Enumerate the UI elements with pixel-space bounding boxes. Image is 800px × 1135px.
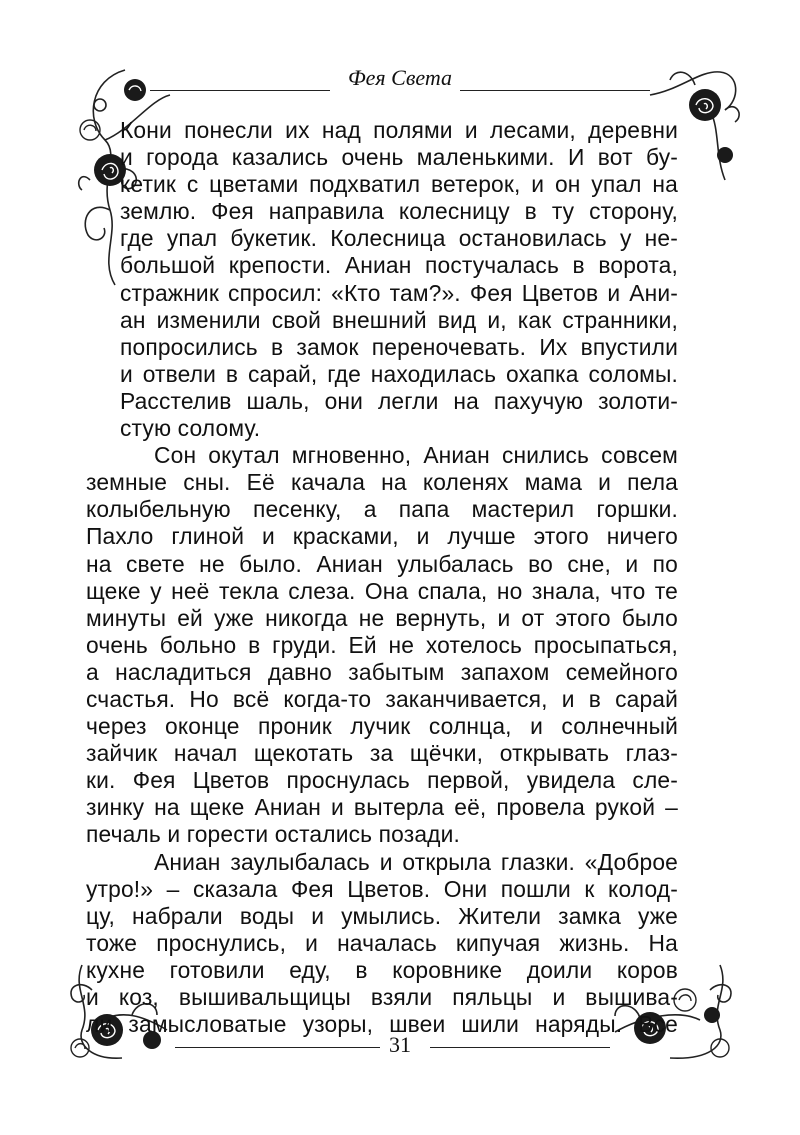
text-line: кухне готовили еду, в коровнике доили коров	[86, 956, 678, 983]
text-line: Расстелив шаль, они легли на пахучую золоти-	[120, 387, 678, 414]
text-line: и города казались очень маленькими. И вот бу-	[120, 144, 678, 171]
text-line: землю. Фея направила колесницу в ту сторону,	[120, 198, 678, 225]
text-line: стражник спросил: «Кто там?». Фея Цветов и Ани-	[120, 279, 678, 306]
running-title: Фея Света	[347, 65, 453, 90]
paragraph	[86, 848, 678, 1039]
text-line: зайчик начал щекотать за щёчки, открывать глаз-	[86, 740, 678, 767]
text-line: где упал букетик. Колесница остановилась у не-	[120, 225, 678, 252]
page-footer	[0, 1032, 800, 1072]
text-line: стую солому.	[120, 415, 261, 442]
text-line: Кони понесли их над полями и лесами, деревни	[120, 117, 678, 143]
paragraph	[120, 117, 678, 442]
text-line: на свете не было. Аниан улыбалась во сне, и по	[86, 550, 678, 577]
text-line: печаль и горести остались позади.	[86, 821, 460, 848]
text-line: счастья. Но всё когда-то заканчивается, и в сарай	[86, 685, 678, 712]
text-line: большой крепости. Аниан постучалась в ворота,	[120, 252, 678, 279]
text-line: земные сны. Её качала на коленях мама и пела	[86, 469, 678, 496]
text-line: минуты ей уже никогда не вернуть, и от этого было	[86, 604, 678, 631]
text-line: а насладиться давно забытым запахом семейного	[86, 658, 678, 685]
text-line: ки. Фея Цветов проснулась первой, увидела сле-	[86, 767, 678, 794]
text-line: и отвели в сарай, где находилась охапка соломы.	[120, 360, 678, 387]
text-line: щеке у неё текла слеза. Она спала, но знала, что те	[86, 577, 678, 604]
text-line: утро!» – сказала Фея Цветов. Они пошли к колод-	[86, 875, 678, 902]
text-line: очень больно в груди. Ей не хотелось просыпаться,	[86, 631, 678, 658]
text-line: ан изменили свой внешний вид и, как странники,	[120, 306, 678, 333]
text-line: зинку на щеке Аниан и вытерла её, провела рукой –	[86, 794, 678, 821]
text-line: кетик с цветами подхватил ветерок, и он упал на	[120, 171, 678, 198]
text-line: тоже проснулись, и началась кипучая жизнь. На	[86, 929, 678, 956]
page-number: 31	[389, 1032, 411, 1057]
text-line: через оконце проник лучик солнца, и солнечный	[86, 713, 678, 740]
text-line: цу, набрали воды и умылись. Жители замка уже	[86, 902, 678, 929]
text-line: и коз, вышивальщицы взяли пяльцы и вышива-	[86, 984, 678, 1010]
text-line: попросились в замок переночевать. Их впустили	[120, 333, 678, 360]
text-line: Аниан заулыбалась и открыла глазки. «Доброе	[154, 848, 678, 875]
text-line: колыбельную песенку, а папа мастерил горшки.	[86, 496, 678, 523]
text-line: ли замысловатые узоры, швеи шили наряды. Все	[86, 1011, 678, 1038]
footer-rule-right	[430, 1047, 610, 1048]
body-text	[86, 117, 678, 1038]
text-line: Пахло глиной и красками, и лучше этого ничего	[86, 523, 678, 550]
paragraph	[86, 442, 678, 848]
text-line: Сон окутал мгновенно, Аниан снились совсем	[154, 442, 678, 469]
header-rule-right	[460, 90, 650, 91]
